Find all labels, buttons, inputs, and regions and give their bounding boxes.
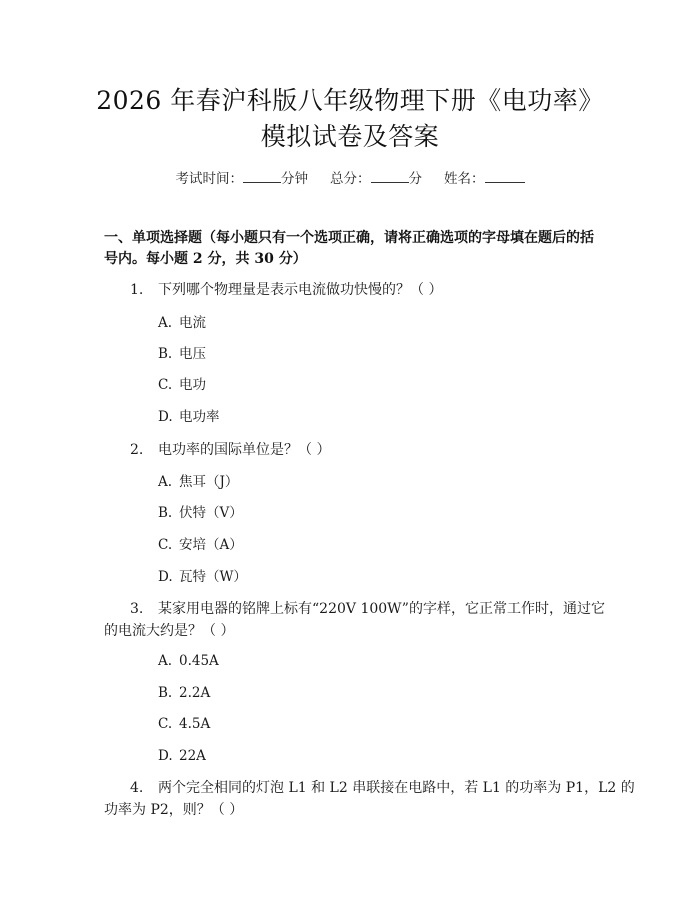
score-blank (371, 168, 409, 183)
section-heading-line-2: 号内。每小题 2 分，共 30 分） (104, 251, 307, 267)
page-title-line-1: 2026 年春沪科版八年级物理下册《电功率》 (96, 86, 604, 115)
question-1 (130, 280, 442, 301)
section-heading-line-1: 一、单项选择题（每小题只有一个选项正确，请将正确选项的字母填在题后的括 (104, 230, 594, 246)
question-4-line-1 (130, 778, 635, 799)
option-1b: B. 电压 (158, 346, 206, 362)
name-label: 姓名： (444, 171, 485, 187)
time-label: 考试时间： (175, 171, 243, 187)
time-blank (243, 168, 281, 183)
question-2 (130, 440, 330, 461)
question-text: 电功率的国际单位是？（ ） (158, 442, 331, 458)
question-number: 1. (130, 282, 144, 298)
option-2d: D. 瓦特（W） (158, 569, 247, 585)
question-number: 4. (130, 780, 144, 796)
option-1a: A. 电流 (158, 315, 206, 331)
question-text: 两个完全相同的灯泡 L1 和 L2 串联接在电路中，若 L1 的功率为 P1，L2 的 (158, 780, 635, 796)
question-text: 下列哪个物理量是表示电流做功快慢的？（ ） (158, 282, 443, 298)
option-3d: D. 22A (158, 748, 206, 764)
page-title-line-2: 模拟试卷及答案 (260, 122, 440, 151)
score-label: 总分： (330, 171, 371, 187)
question-3-line-2: 的电流大约是？（ ） (104, 623, 235, 639)
question-number: 3. (130, 601, 144, 617)
name-blank (485, 168, 525, 183)
option-2c: C. 安培（A） (158, 537, 243, 553)
question-number: 2. (130, 442, 144, 458)
option-2a: A. 焦耳（J） (158, 474, 239, 490)
option-3b: B. 2.2A (158, 685, 211, 701)
question-text: 某家用电器的铭牌上标有“220V 100W”的字样，它正常工作时，通过它 (158, 601, 605, 617)
option-1d: D. 电功率 (158, 409, 220, 425)
exam-info-line (0, 168, 700, 189)
time-unit: 分钟 (281, 171, 308, 187)
score-unit: 分 (408, 171, 422, 187)
question-4-line-2: 功率为 P2，则？（ ） (104, 802, 244, 818)
option-3c: C. 4.5A (158, 716, 211, 732)
option-2b: B. 伏特（V） (158, 505, 243, 521)
option-1c: C. 电功 (158, 377, 206, 393)
question-3-line-1 (130, 599, 605, 620)
option-3a: A. 0.45A (158, 653, 219, 669)
